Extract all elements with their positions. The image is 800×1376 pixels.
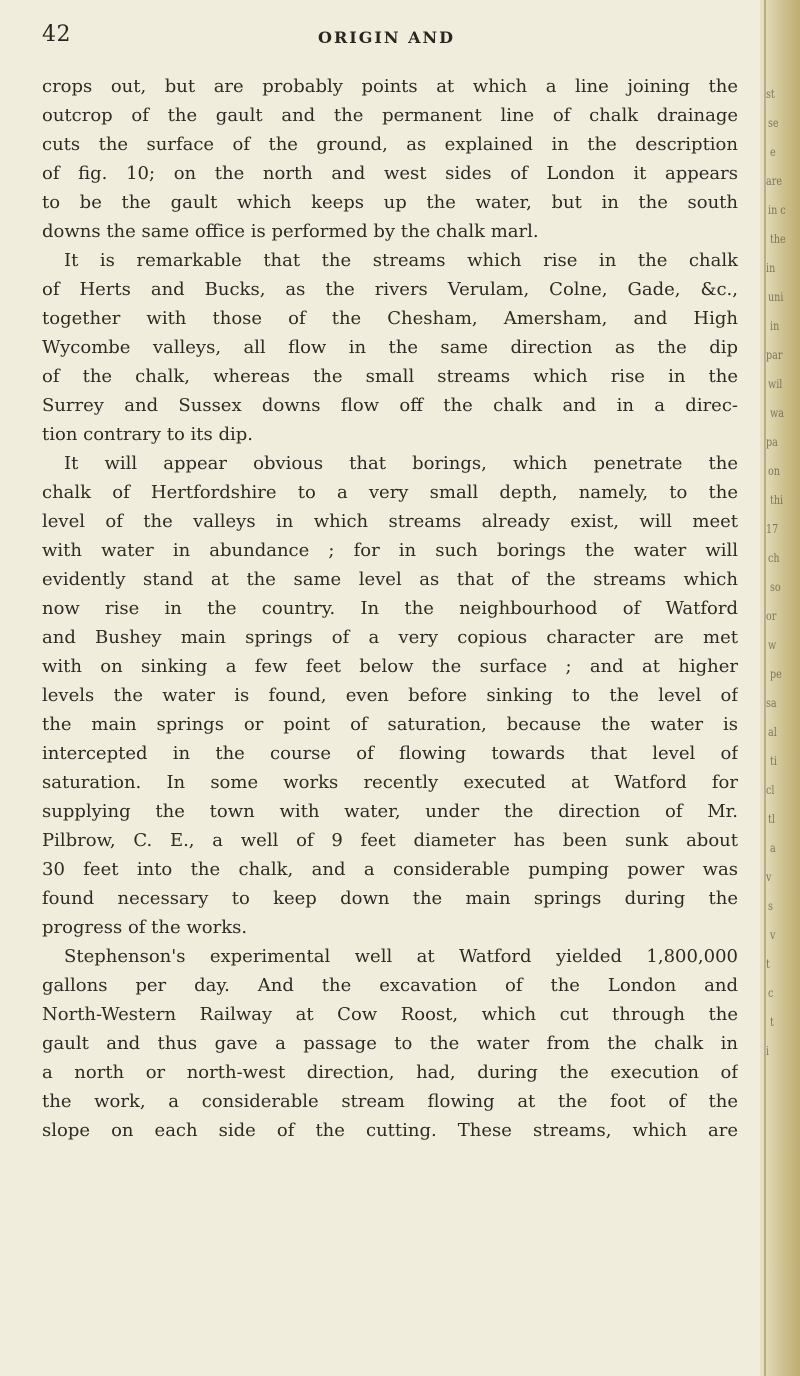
- text-line: with on sinking a few feet below the surface ; and at higher: [42, 656, 738, 677]
- bleed-fragment: in c: [768, 203, 786, 217]
- page-fold-shadow: [764, 0, 766, 1376]
- bleed-fragment: the: [770, 232, 786, 246]
- bleed-fragment: c: [768, 986, 774, 1000]
- text-line: It is remarkable that the streams which rise in the chalk: [64, 250, 738, 271]
- text-line: Stephenson's experimental well at Watford yielded 1,800,000: [64, 946, 738, 967]
- bleed-fragment: t: [770, 1015, 774, 1029]
- bleed-fragment: st: [766, 87, 775, 101]
- bleed-fragment: v: [770, 928, 776, 942]
- text-line: with water in abundance ; for in such borings the water will: [42, 540, 738, 561]
- text-line: supplying the town with water, under the direction of Mr.: [42, 801, 738, 822]
- body-text: [42, 72, 738, 1145]
- text-line: the main springs or point of saturation, because the water is: [42, 714, 738, 735]
- text-line: crops out, but are probably points at which a line joining the: [42, 76, 738, 97]
- text-line: North-Western Railway at Cow Roost, which cut through the: [42, 1004, 738, 1025]
- page-number: 42: [42, 22, 71, 47]
- text-line: evidently stand at the same level as that of the streams which: [42, 569, 738, 590]
- text-line: progress of the works.: [42, 917, 248, 938]
- bleed-fragment: or: [766, 609, 777, 623]
- text-line: 30 feet into the chalk, and a considerable pumping power was: [42, 859, 738, 880]
- bleed-fragment: ti: [770, 754, 777, 768]
- text-line: and Bushey main springs of a very copious character are met: [42, 627, 738, 648]
- bleed-fragment: t: [766, 957, 770, 971]
- text-line: levels the water is found, even before sinking to the level of: [42, 685, 738, 706]
- text-line: level of the valleys in which streams already exist, will meet: [42, 511, 738, 532]
- running-head: ORIGIN AND: [318, 28, 455, 47]
- text-line: Surrey and Sussex downs flow off the chalk and in a direc-: [42, 395, 738, 416]
- text-line: saturation. In some works recently executed at Watford for: [42, 772, 738, 793]
- bleed-fragment: al: [768, 725, 777, 739]
- bleed-fragment: v: [766, 870, 772, 884]
- text-line: gault and thus gave a passage to the water from the chalk in: [42, 1033, 738, 1054]
- text-line: gallons per day. And the excavation of the London and: [42, 975, 738, 996]
- text-line: cuts the surface of the ground, as explained in the description: [42, 134, 738, 155]
- bleed-fragment: uni: [768, 290, 784, 304]
- bleed-fragment: are: [766, 174, 782, 188]
- bleed-fragment: s: [768, 899, 773, 913]
- bleed-fragment: pe: [770, 667, 782, 681]
- bleed-fragment: ch: [768, 551, 780, 565]
- text-line: found necessary to keep down the main springs during the: [42, 888, 738, 909]
- text-line: of Herts and Bucks, as the rivers Verulam, Colne, Gade, &c.,: [42, 279, 738, 300]
- text-line: It will appear obvious that borings, which penetrate the: [64, 453, 738, 474]
- bleed-fragment: on: [768, 464, 780, 478]
- facing-page-edge: [760, 0, 800, 1376]
- text-line: downs the same office is performed by the chalk marl.: [42, 221, 539, 242]
- text-line: chalk of Hertfordshire to a very small depth, namely, to the: [42, 482, 738, 503]
- bleed-fragment: sa: [766, 696, 777, 710]
- bleed-fragment: pa: [766, 435, 778, 449]
- text-line: of fig. 10; on the north and west sides of London it appears: [42, 163, 738, 184]
- bleed-fragment: i: [766, 1044, 770, 1058]
- bleed-fragment: in: [766, 261, 776, 275]
- bleed-fragment: par: [766, 348, 783, 362]
- text-line: Wycombe valleys, all flow in the same direction as the dip: [42, 337, 738, 358]
- text-line: tion contrary to its dip.: [42, 424, 253, 445]
- bleed-fragment: so: [770, 580, 781, 594]
- text-line: intercepted in the course of flowing towards that level of: [42, 743, 738, 764]
- bleed-fragment: w: [768, 638, 777, 652]
- text-line: the work, a considerable stream flowing at the foot of the: [42, 1091, 738, 1112]
- bleed-fragment: se: [768, 116, 779, 130]
- text-line: of the chalk, whereas the small streams which rise in the: [42, 366, 738, 387]
- bleed-fragment: a: [770, 841, 776, 855]
- bleed-fragment: tl: [768, 812, 775, 826]
- bleed-fragment: e: [770, 145, 776, 159]
- text-line: Pilbrow, C. E., a well of 9 feet diameter has been sunk about: [42, 830, 738, 851]
- bleed-fragment: in: [770, 319, 780, 333]
- bleed-fragment: 17: [766, 522, 779, 536]
- text-line: outcrop of the gault and the permanent line of chalk drainage: [42, 105, 738, 126]
- bleed-fragment: cl: [766, 783, 775, 797]
- text-line: together with those of the Chesham, Amersham, and High: [42, 308, 738, 329]
- bleed-fragment: wa: [770, 406, 784, 420]
- text-line: to be the gault which keeps up the water, but in the south: [42, 192, 738, 213]
- bleed-fragment: wil: [768, 377, 783, 391]
- text-line: slope on each side of the cutting. These streams, which are: [42, 1120, 738, 1141]
- bleed-fragment: thi: [770, 493, 784, 507]
- text-line: a north or north-west direction, had, during the execution of: [42, 1062, 738, 1083]
- text-line: now rise in the country. In the neighbourhood of Watford: [42, 598, 738, 619]
